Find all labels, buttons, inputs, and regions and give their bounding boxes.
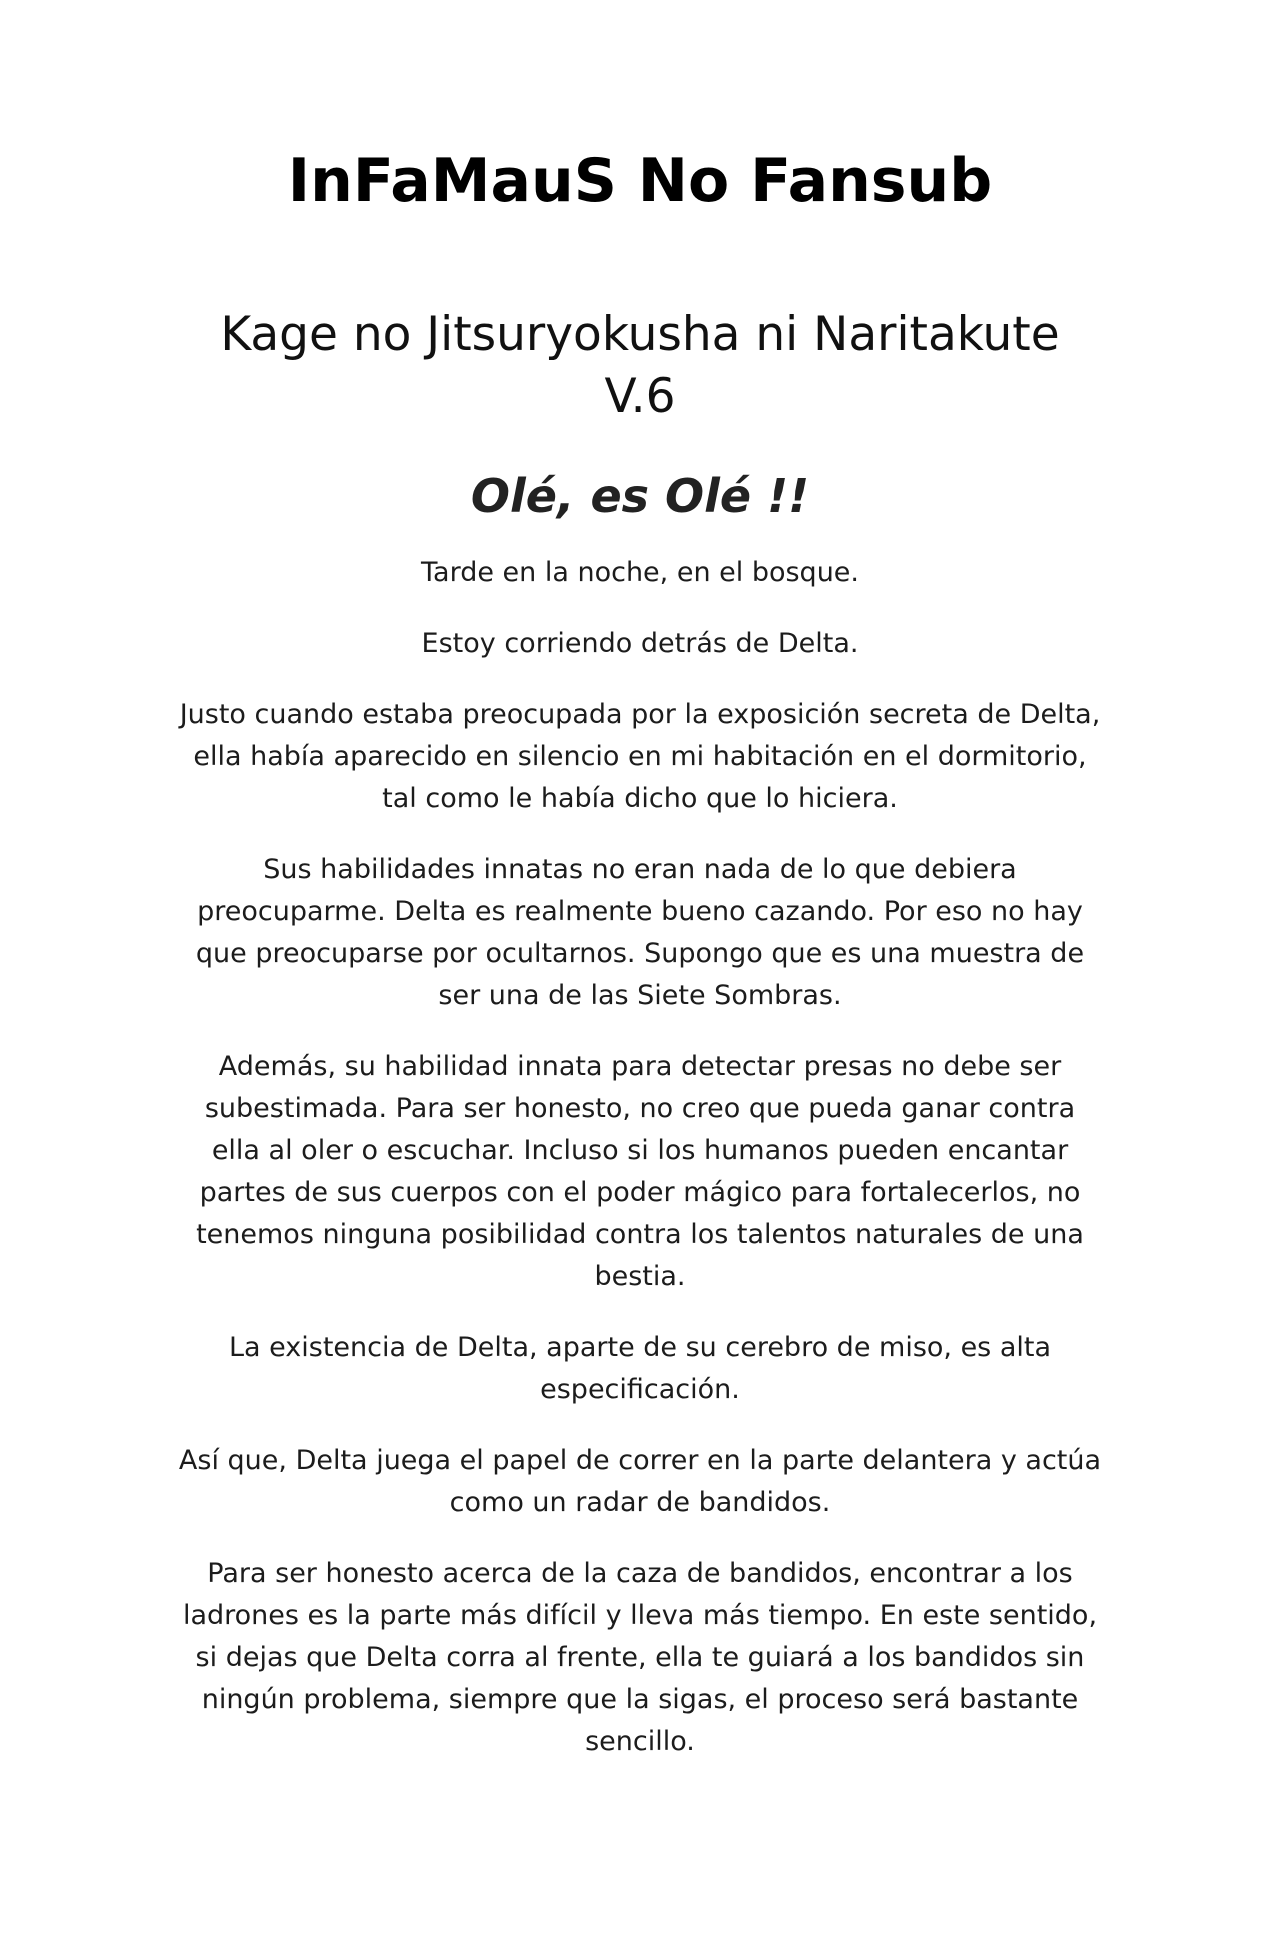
body-text (178, 552, 1102, 1792)
paragraph: Justo cuando estaba preocupada por la exposición secreta de Delta, ella había aparecido en silencio en mi habitación en el dormitorio, tal como le había dicho que lo hiciera. (179, 699, 1101, 814)
paragraph: Tarde en la noche, en el bosque. (421, 557, 859, 588)
document-subtitle: Kage no Jitsuryokusha ni Naritakute V.6 (220, 307, 1060, 424)
paragraph: Además, su habilidad innata para detectar presas no debe ser subestimada. Para ser honesto, no creo que pueda ganar contra ella al oler o escuchar. Incluso si los humanos pueden encantar partes de sus cuerpos con el poder mágico para fortalecerlos, no tenemos ninguna posibilidad contra los talentos naturales de una bestia. (196, 1051, 1084, 1292)
paragraph: Para ser honesto acerca de la caza de bandidos, encontrar a los ladrones es la parte más difícil y lleva más tiempo. En este sentido, si dejas que Delta corra al frente, ella te guiará a los bandidos sin ningún problema, siempre que la sigas, el proceso será bastante sencillo. (182, 1558, 1098, 1757)
paragraph: Sus habilidades innatas no eran nada de lo que debiera preocuparme. Delta es realmente bueno cazando. Por eso no hay que preocuparse por ocultarnos. Supongo que es una muestra de ser una de las Siete Sombras. (195, 854, 1085, 1011)
paragraph: La existencia de Delta, aparte de su cerebro de miso, es alta especificación. (228, 1332, 1052, 1405)
paragraph: Así que, Delta juega el papel de correr en la parte delantera y actúa como un radar de bandidos. (178, 1445, 1102, 1518)
chapter-title: Olé, es Olé !! (470, 469, 810, 523)
document-title: InFaMauS No Fansub (287, 146, 993, 216)
paragraph: Estoy corriendo detrás de Delta. (421, 628, 859, 659)
